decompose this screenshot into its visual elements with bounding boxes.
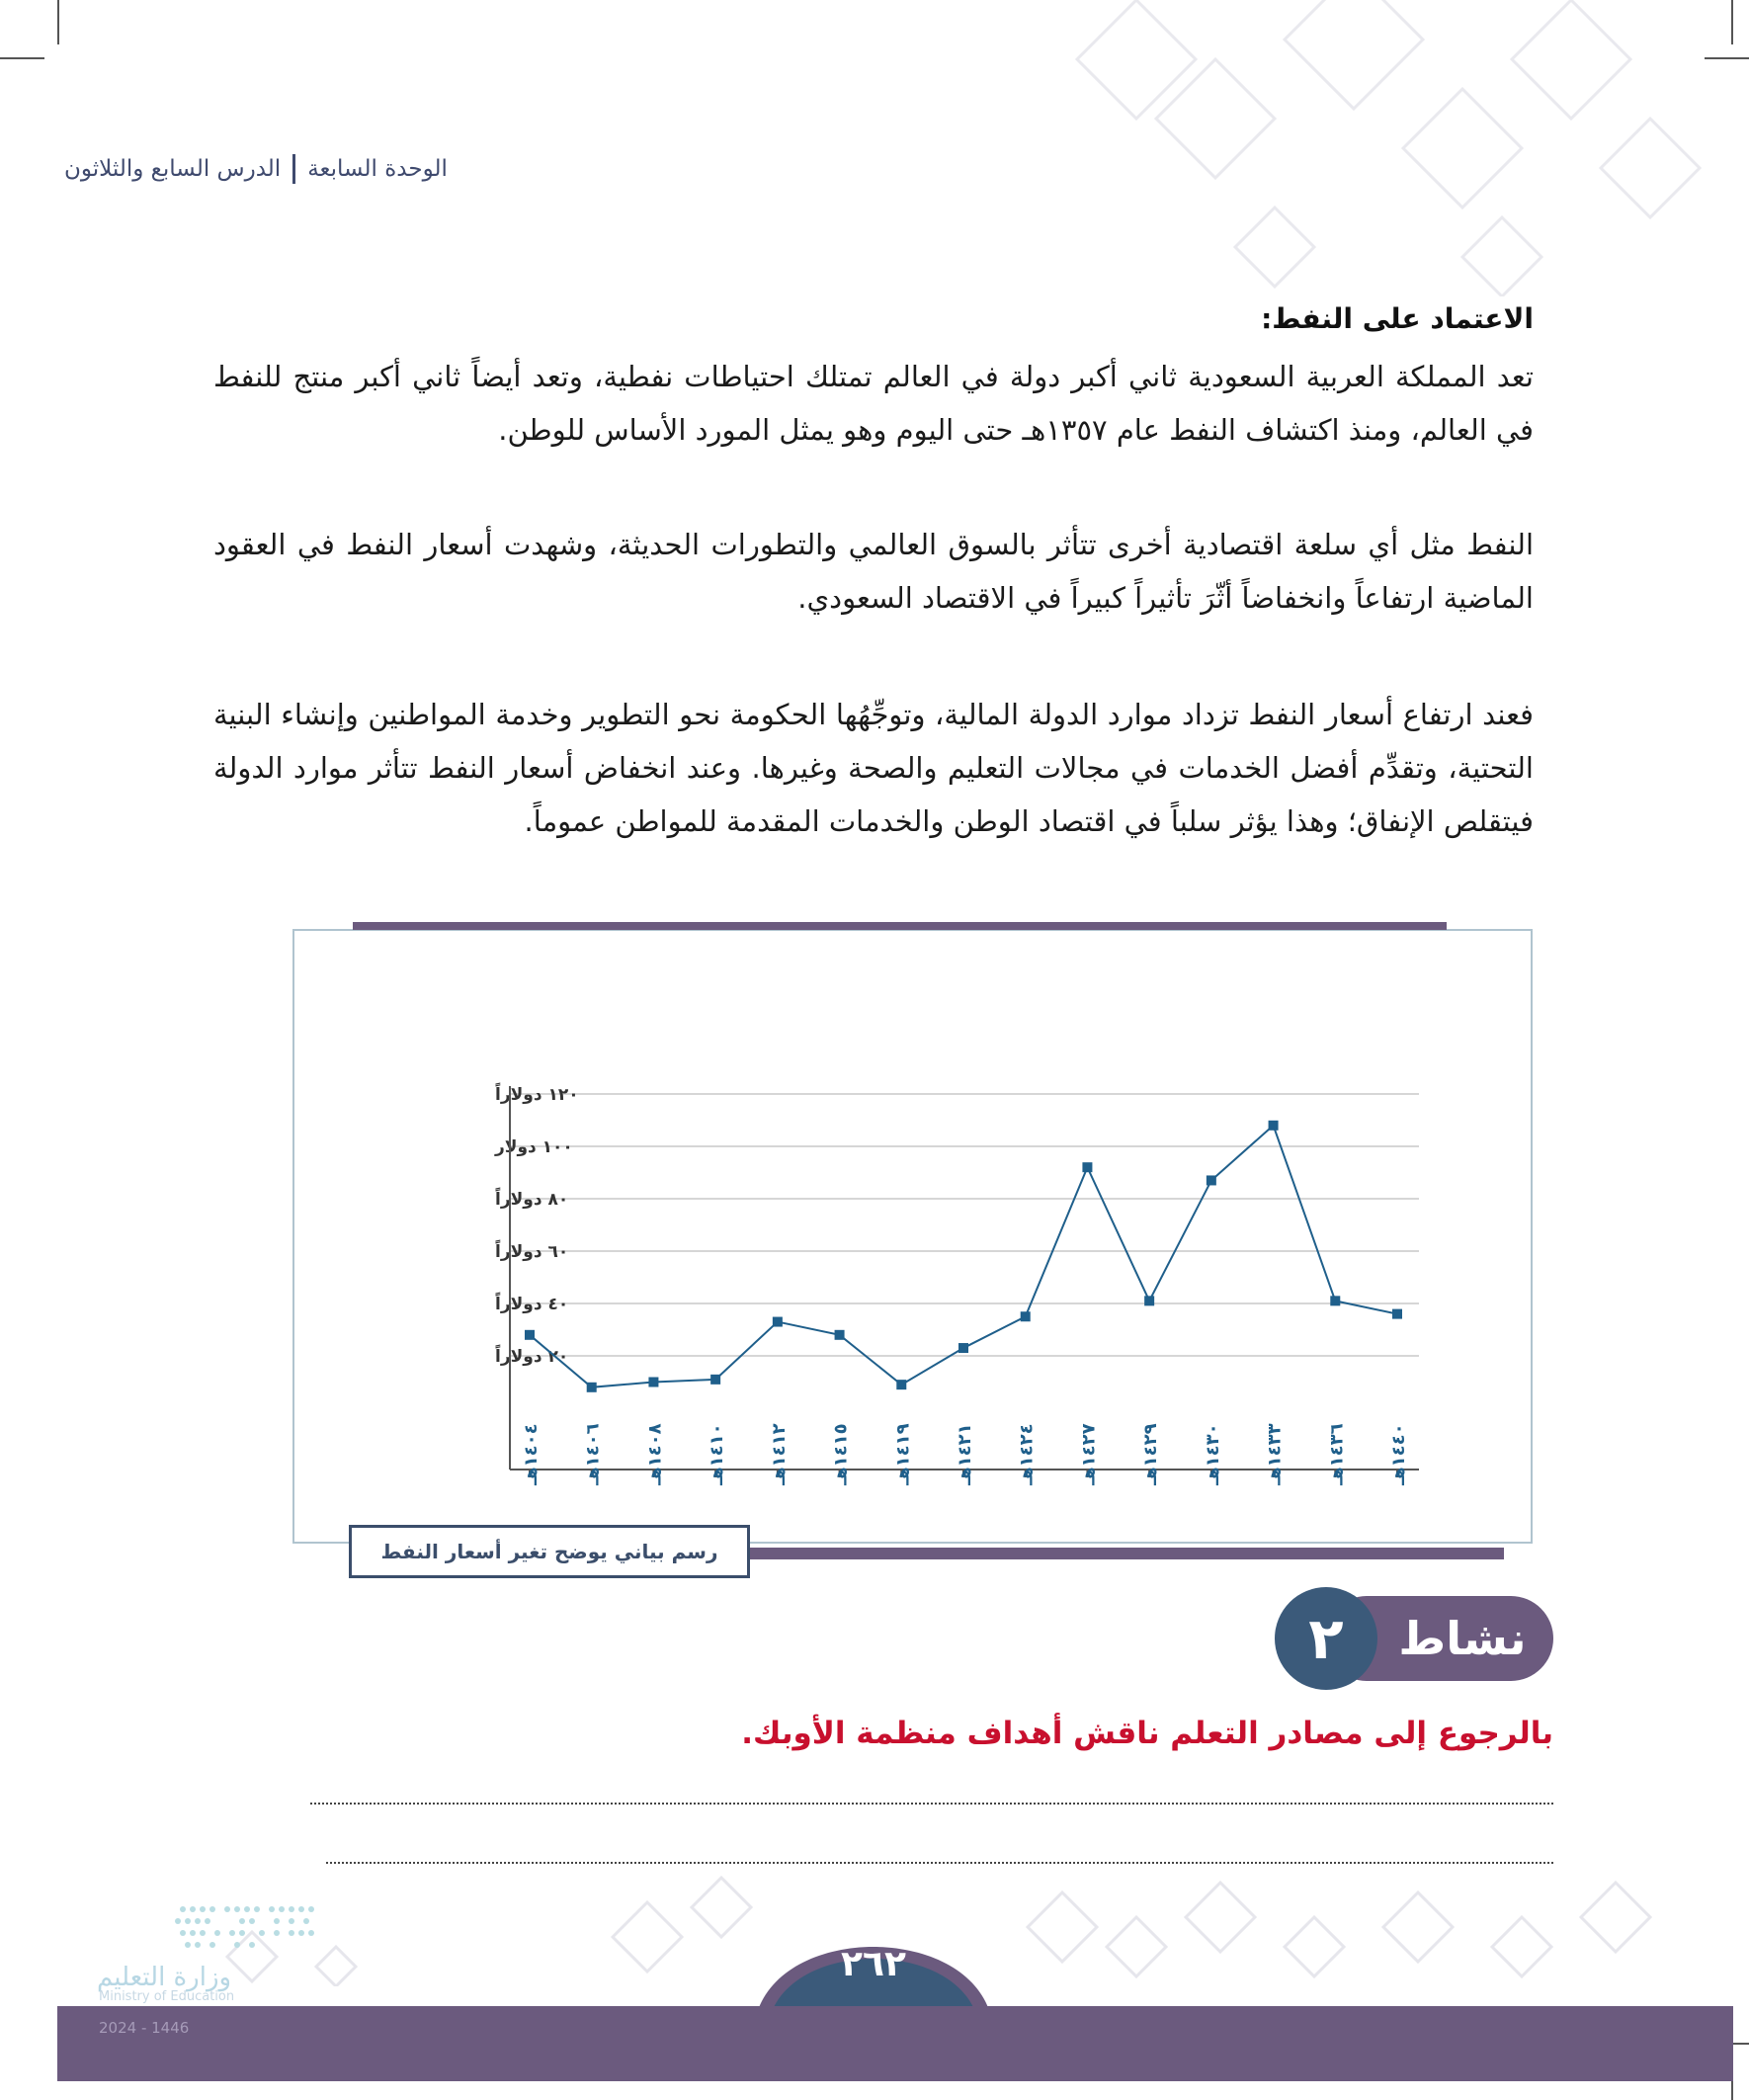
x-tick-label: ١٤٢٩هـ [1140,1423,1162,1485]
x-tick-label: ١٤١٥هـ [830,1423,852,1485]
data-point [1144,1296,1154,1305]
y-tick-label: ١٠٠ دولار [495,1137,573,1157]
x-tick-label: ١٤٣٦هـ [1326,1423,1348,1485]
x-tick-label: ١٤٤٠هـ [1388,1423,1409,1485]
data-point [1330,1296,1340,1305]
x-tick-label: ١٤٢٤هـ [1016,1423,1038,1485]
unit-title: الوحدة السابعة [307,156,448,182]
answer-line-2[interactable] [326,1862,1553,1864]
x-tick-label: ١٤١٩هـ [892,1423,914,1485]
lesson-title: الدرس السابع والثلاثون [64,156,282,182]
data-point [958,1343,968,1353]
activity-number: ٢ [1275,1587,1377,1690]
x-tick-label: ١٤١٢هـ [768,1423,790,1485]
data-point [710,1375,720,1385]
paragraph-1: تعد المملكة العربية السعودية ثاني أكبر دولة في العالم تمتلك احتياطات نفطية، وتعد أيضاً ثاني أكبر منتج للنفط في العالم، ومنذ اكتشاف النفط عام ١٣٥٧هـ حتى اليوم وهو يمثل المورد الأساس للوطن. [213,360,1534,447]
data-point [1082,1162,1092,1172]
y-tick-label: ٨٠ دولاراً [495,1190,569,1210]
x-tick-label: ١٤٠٦هـ [582,1423,604,1485]
data-point [773,1317,783,1327]
crop-mark [1705,57,1749,59]
ministry-name-english: Ministry of Education [99,1989,235,2004]
x-tick-label: ١٤٣٣هـ [1264,1423,1286,1485]
answer-line-1[interactable] [310,1803,1553,1805]
chart-caption: رسم بياني يوضح تغير أسعار النفط [349,1525,750,1578]
data-point [648,1378,658,1387]
ministry-name: وزارة التعليم [97,1963,232,1992]
data-point [1392,1309,1402,1319]
crop-mark [1731,0,1733,44]
y-tick-label: ١٢٠ دولاراً [495,1085,579,1105]
data-point [587,1383,597,1392]
x-tick-label: ١٤٢١هـ [955,1423,975,1485]
x-tick-label: ١٤٠٤هـ [521,1423,541,1485]
page-number: ٢٦٢ [841,1944,906,1984]
paragraph-3: فعند ارتفاع أسعار النفط تزداد موارد الدولة المالية، وتوجِّهُها الحكومة نحو التطوير وخدمة المواطنين وإنشاء البنية التحتية، وتقدِّم أفضل الخدمات في مجالات التعليم والصحة وغيرها. وعند انخفاض أسعار النفط تتأثر موارد الدولة فيتقلص الإنفاق؛ وهذا يؤثر سلباً في اقتصاد الوطن والخدمات المقدمة للمواطن عموماً. [213,698,1534,838]
unit-lesson-header [64,156,756,184]
header-separator [292,154,295,184]
oil-price-chart [292,929,1533,1544]
ministry-logo-icon [94,1897,331,1967]
data-point [1021,1311,1031,1321]
section-heading: الاعتماد على النفط: [1261,302,1534,335]
activity-label: نشاط [1398,1612,1527,1665]
edition-year: 2024 - 1446 [99,2019,190,2037]
x-tick-label: ١٤١٠هـ [707,1423,728,1485]
y-tick-label: ٤٠ دولاراً [495,1295,569,1314]
footer-band [57,2006,1733,2081]
decorative-pattern-top [0,0,1749,296]
data-point [1207,1175,1216,1185]
activity-instruction: بالرجوع إلى مصادر التعلم ناقش أهداف منظمة الأوبك. [741,1716,1553,1751]
data-point [1269,1121,1279,1131]
x-tick-label: ١٤٢٧هـ [1078,1423,1100,1485]
data-point [525,1330,535,1340]
paragraph-2: النفط مثل أي سلعة اقتصادية أخرى تتأثر بالسوق العالمي والتطورات الحديثة، وشهدت أسعار النفط في العقود الماضية ارتفاعاً وانخفاضاً أثّرَ تأثيراً كبيراً في الاقتصاد السعودي. [213,528,1534,615]
data-point [896,1380,906,1389]
data-point [835,1330,845,1340]
y-tick-label: ٢٠ دولاراً [495,1347,569,1367]
caption-bar [731,1548,1504,1559]
crop-mark [57,0,59,44]
crop-mark [0,57,44,59]
x-tick-label: ١٤٠٨هـ [644,1423,666,1485]
x-tick-label: ١٤٣٠هـ [1202,1423,1223,1485]
y-tick-label: ٦٠ دولاراً [495,1242,569,1262]
